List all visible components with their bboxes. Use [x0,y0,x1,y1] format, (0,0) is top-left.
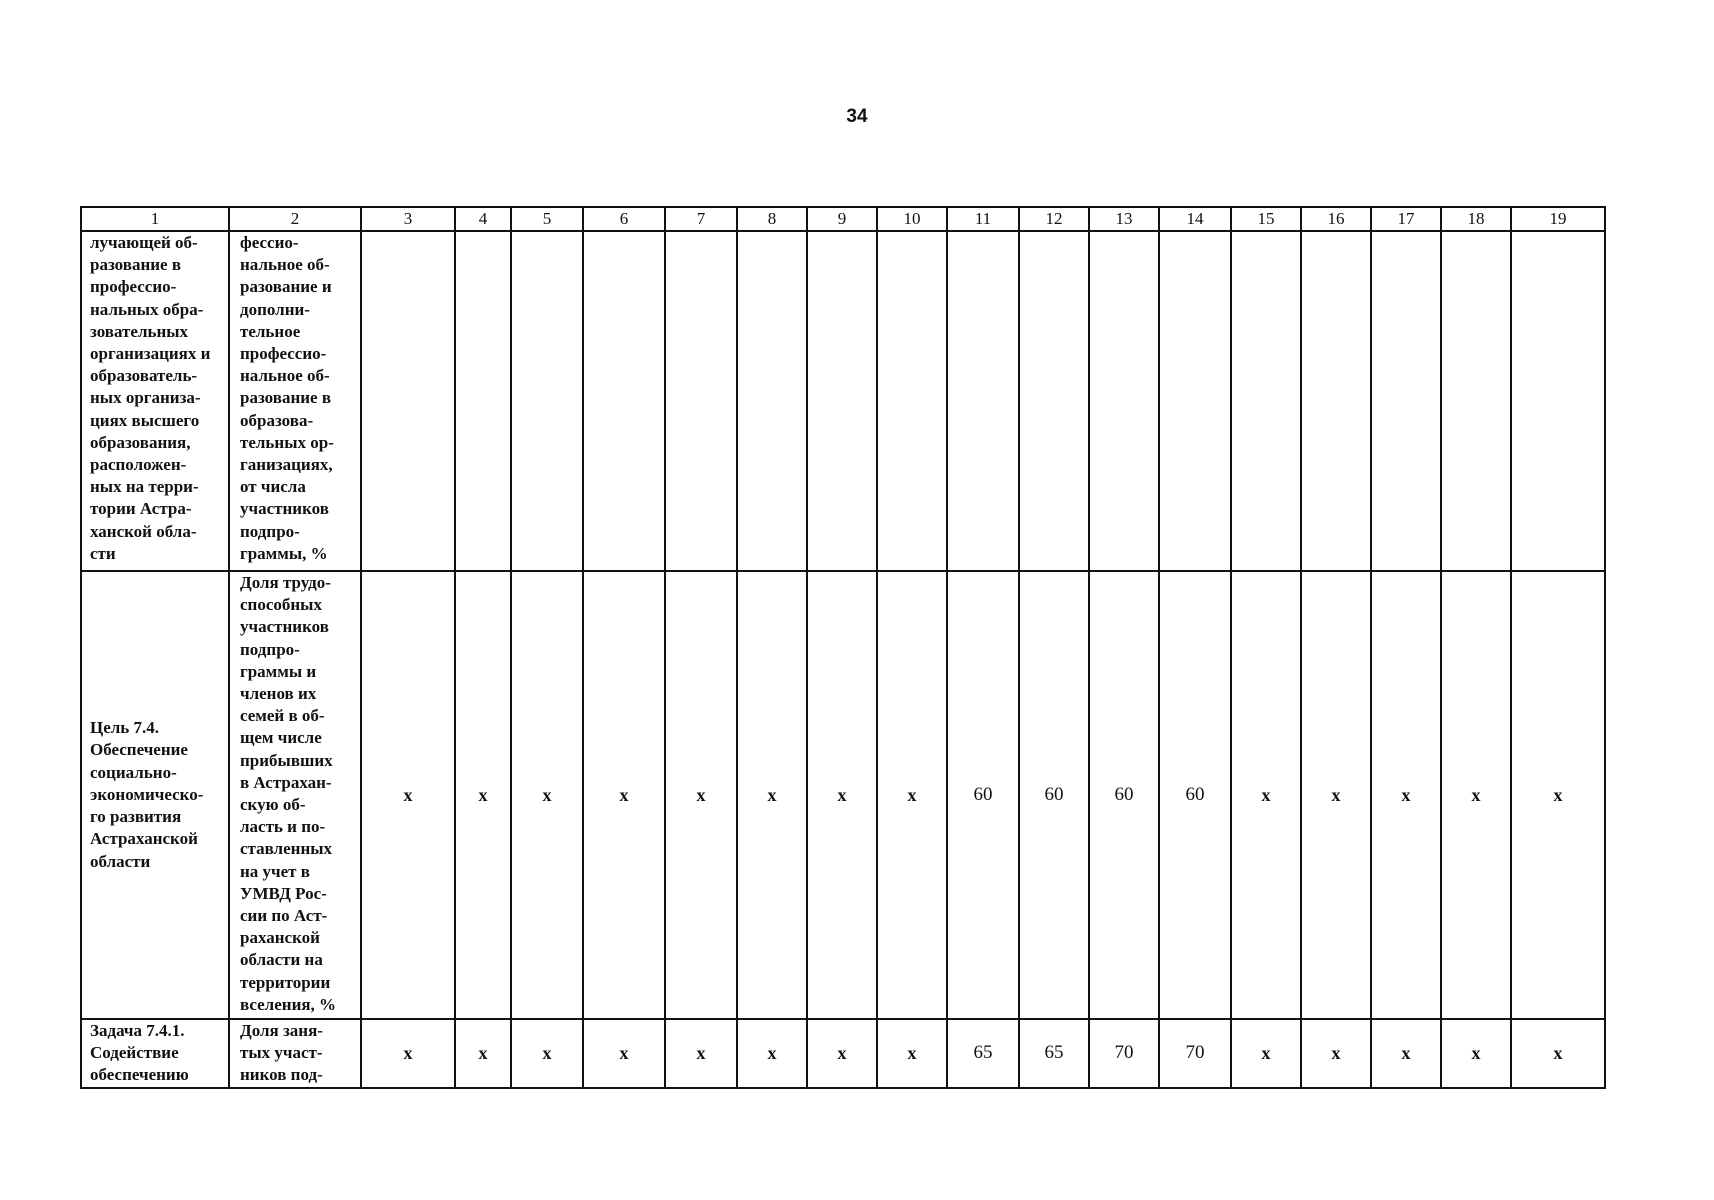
value-cell: x [1231,571,1301,1019]
column-header: 5 [511,207,583,231]
value-cell [1231,231,1301,571]
value-cell [583,231,665,571]
value-cell [1019,231,1089,571]
column-header: 19 [1511,207,1605,231]
value-cell: 60 [1019,571,1089,1019]
column-header: 10 [877,207,947,231]
value-cell: x [1301,1019,1371,1088]
column-number-row [81,207,1605,231]
column-header: 11 [947,207,1019,231]
column-header: 9 [807,207,877,231]
column-header: 12 [1019,207,1089,231]
indicator-description-cell: Доля заня- тых участ- ников под- [229,1019,361,1088]
value-cell: x [665,571,737,1019]
value-cell [1089,231,1159,571]
column-header: 17 [1371,207,1441,231]
value-cell: x [1371,1019,1441,1088]
value-cell: x [1441,1019,1511,1088]
value-cell: 70 [1159,1019,1231,1088]
value-cell [361,231,455,571]
value-cell: x [1231,1019,1301,1088]
value-cell [807,231,877,571]
goal-description-cell: Цель 7.4. Обеспечение социально- экономическо- го развития Астраханской области [81,571,229,1019]
task-description-cell: Задача 7.4.1. Содействие обеспечению [81,1019,229,1088]
column-header: 16 [1301,207,1371,231]
value-cell: x [511,1019,583,1088]
value-cell: x [1511,571,1605,1019]
column-header: 2 [229,207,361,231]
column-header: 14 [1159,207,1231,231]
value-cell: 60 [1159,571,1231,1019]
value-cell: x [737,1019,807,1088]
value-cell: x [455,571,511,1019]
value-cell: x [583,1019,665,1088]
value-cell [455,231,511,571]
value-cell: x [1511,1019,1605,1088]
indicator-description-cell: Доля трудо- способных участников подпро- граммы и членов их семей в об- щем числе прибывших в Астрахан- скую об- ласть и по- ставленных на учет в УМВД Рос- сии по Аст- раханской области на территории вселения, % [229,571,361,1019]
column-header: 13 [1089,207,1159,231]
value-cell: x [1301,571,1371,1019]
column-header: 3 [361,207,455,231]
column-header: 1 [81,207,229,231]
value-cell [1511,231,1605,571]
indicator-description-cell: фессио- нальное об- разование и дополни- тельное профессио- нальное об- разование в образова- тельных ор- ганизациях, от числа участников подпро- граммы, % [229,231,361,571]
value-cell: 65 [1019,1019,1089,1088]
value-cell: x [737,571,807,1019]
value-cell: x [665,1019,737,1088]
value-cell: x [807,1019,877,1088]
table-row [81,571,1605,1019]
value-cell: x [361,1019,455,1088]
value-cell [1441,231,1511,571]
value-cell: 65 [947,1019,1019,1088]
value-cell: x [511,571,583,1019]
value-cell: x [455,1019,511,1088]
value-cell [1301,231,1371,571]
value-cell: 60 [1089,571,1159,1019]
column-header: 7 [665,207,737,231]
indicators-table [80,206,1606,1089]
value-cell [511,231,583,571]
column-header: 15 [1231,207,1301,231]
value-cell: x [877,571,947,1019]
value-cell: x [361,571,455,1019]
table-row [81,231,1605,571]
value-cell [947,231,1019,571]
value-cell [737,231,807,571]
value-cell [877,231,947,571]
value-cell: 60 [947,571,1019,1019]
column-header: 6 [583,207,665,231]
value-cell [665,231,737,571]
value-cell: x [1371,571,1441,1019]
page-number: 34 [846,106,868,127]
value-cell [1159,231,1231,571]
table-row [81,1019,1605,1088]
value-cell: x [1441,571,1511,1019]
column-header: 8 [737,207,807,231]
value-cell [1371,231,1441,571]
column-header: 18 [1441,207,1511,231]
value-cell: x [583,571,665,1019]
goal-description-cell: лучающей об- разование в профессио- нальных обра- зовательных организациях и образователь- ных организа- циях высшего образования, расположен- ных на терри- тории Астра- ханской обла- сти [81,231,229,571]
value-cell: x [807,571,877,1019]
value-cell: x [877,1019,947,1088]
column-header: 4 [455,207,511,231]
value-cell: 70 [1089,1019,1159,1088]
